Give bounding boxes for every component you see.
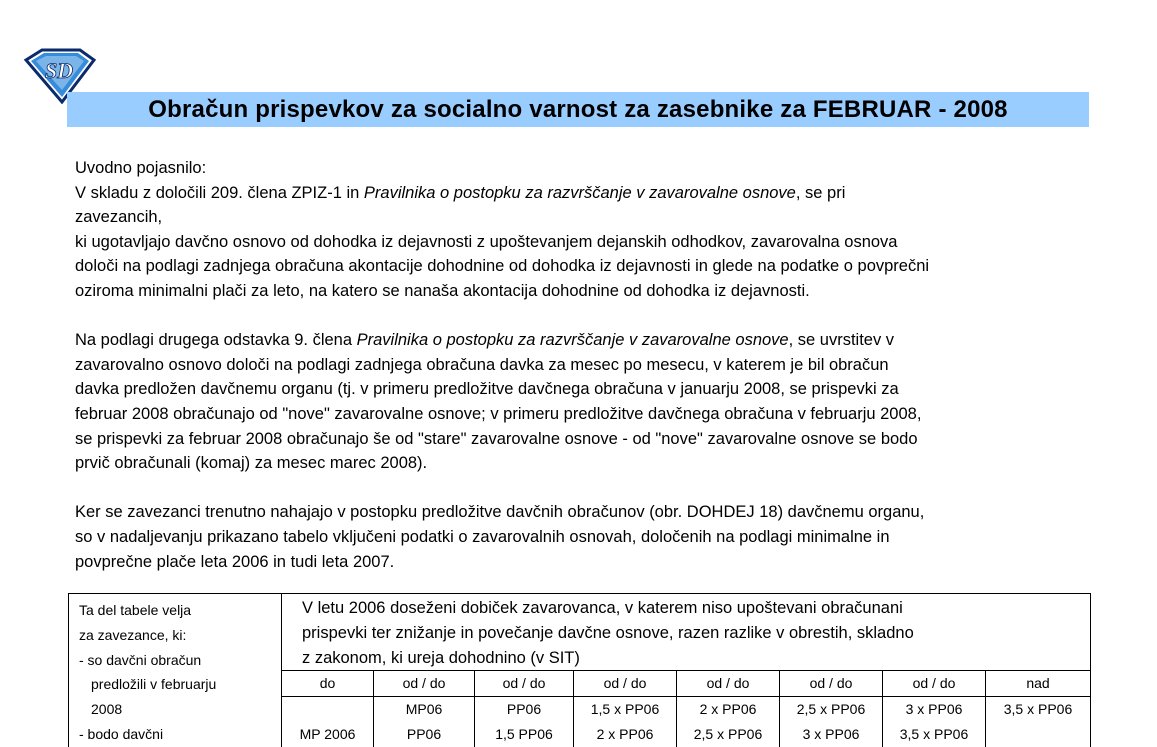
intro-paragraph-1: Uvodno pojasnilo: V skladu z določili 209. člena ZPIZ-1 in Pravilnika o postopku za razvrščanje v zavarovalne osnove, se pri zavezancih, ki ugotavljajo davčno osnovo od dohodka iz dejavnosti z upoštevanjem dejanskih odhodkov, zavarovalna osnova določi na podlagi zadnjega obračuna akontacije dohodnine od dohodka iz dejavnosti in glede na podatke o povprečni oziroma minimalni plači za leto, na katero se nanaša akontacija dohodnine od dohodka iz dejavnosti. [75, 156, 1095, 304]
intro-paragraph-3: Ker se zavezanci trenutno nahajajo v postopku predložitve davčnih obračunov (obr. DOHDEJ 18) davčnemu organu, so v nadaljevanju prikazano tabelo vključeni podatki o zavarovalnih osnovah, določenih na podlagi minimalne in povprečne plače leta 2006 in tudi leta 2007. [75, 500, 1095, 574]
contribution-table [68, 593, 1091, 747]
table-cell: od / do [374, 671, 475, 697]
profit-header: V letu 2006 doseženi dobiček zavarovanca, v katerem niso upoštevani obračunani prispevki ter znižanje in povečanje davčne osnove, razen razlike v obrestih, skladno z zakonom, ki ureja dohodnino (v SIT) [282, 594, 1091, 671]
table-cell: 3,5 x PP06 [883, 722, 986, 747]
table-cell: PP06 [374, 722, 475, 747]
table-cell: od / do [475, 671, 574, 697]
regulation-title: Pravilnika o postopku za razvrščanje v zavarovalne osnove [357, 331, 789, 349]
table-cell: 2 x PP06 [574, 722, 677, 747]
page-title: Obračun prispevkov za socialno varnost za zasebnike za FEBRUAR - 2008 [148, 96, 1007, 124]
intro-paragraph-2: Na podlagi drugega odstavka 9. člena Pravilnika o postopku za razvrščanje v zavarovalne osnove, se uvrstitev v zavarovalno osnovo določi na podlagi zadnjega obračuna davka za mesec po mesecu, v katerem je bil obračun davka predložen davčnemu organu (tj. v primeru predložitve davčnega obračuna v januarju 2008, se prispevki za februar 2008 obračunajo od "nove" zavarovalne osnove; v primeru predložitve davčnega obračuna v februarju 2008, se prispevki za februar 2008 obračunajo še od "stare" zavarovalne osnove - od "nove" zavarovalne osnove se bodo prvič obračunali (komaj) za mesec marec 2008). [75, 328, 1095, 476]
table-cell: 2 x PP06 [677, 697, 780, 723]
table-cell: MP06 [374, 697, 475, 723]
table-cell: 1,5 x PP06 [574, 697, 677, 723]
table-cell: PP06 [475, 697, 574, 723]
intro-text [75, 156, 1095, 574]
table-cell: od / do [677, 671, 780, 697]
table-cell: 3,5 x PP06 [986, 697, 1091, 747]
logo-letters: SD [45, 58, 73, 83]
table-cell: 2,5 x PP06 [780, 697, 883, 723]
applicability-cell: Ta del tabele velja za zavezance, ki: - so davčni obračun predložili v februarju 2008 - bodo davčni [69, 594, 282, 747]
regulation-title: Pravilnika o postopku za razvrščanje v zavarovalne osnove [364, 184, 796, 202]
table-cell: od / do [780, 671, 883, 697]
intro-heading: Uvodno pojasnilo: [75, 159, 206, 177]
table-cell: do [282, 671, 374, 697]
table-cell: od / do [574, 671, 677, 697]
title-bar [67, 92, 1089, 127]
table-cell: 1,5 PP06 [475, 722, 574, 747]
table-cell: nad [986, 671, 1091, 697]
table-cell: 2,5 x PP06 [677, 722, 780, 747]
table-cell: MP 2006 [282, 697, 374, 747]
table-cell: od / do [883, 671, 986, 697]
table-cell: 3 x PP06 [780, 722, 883, 747]
table-cell: 3 x PP06 [883, 697, 986, 723]
